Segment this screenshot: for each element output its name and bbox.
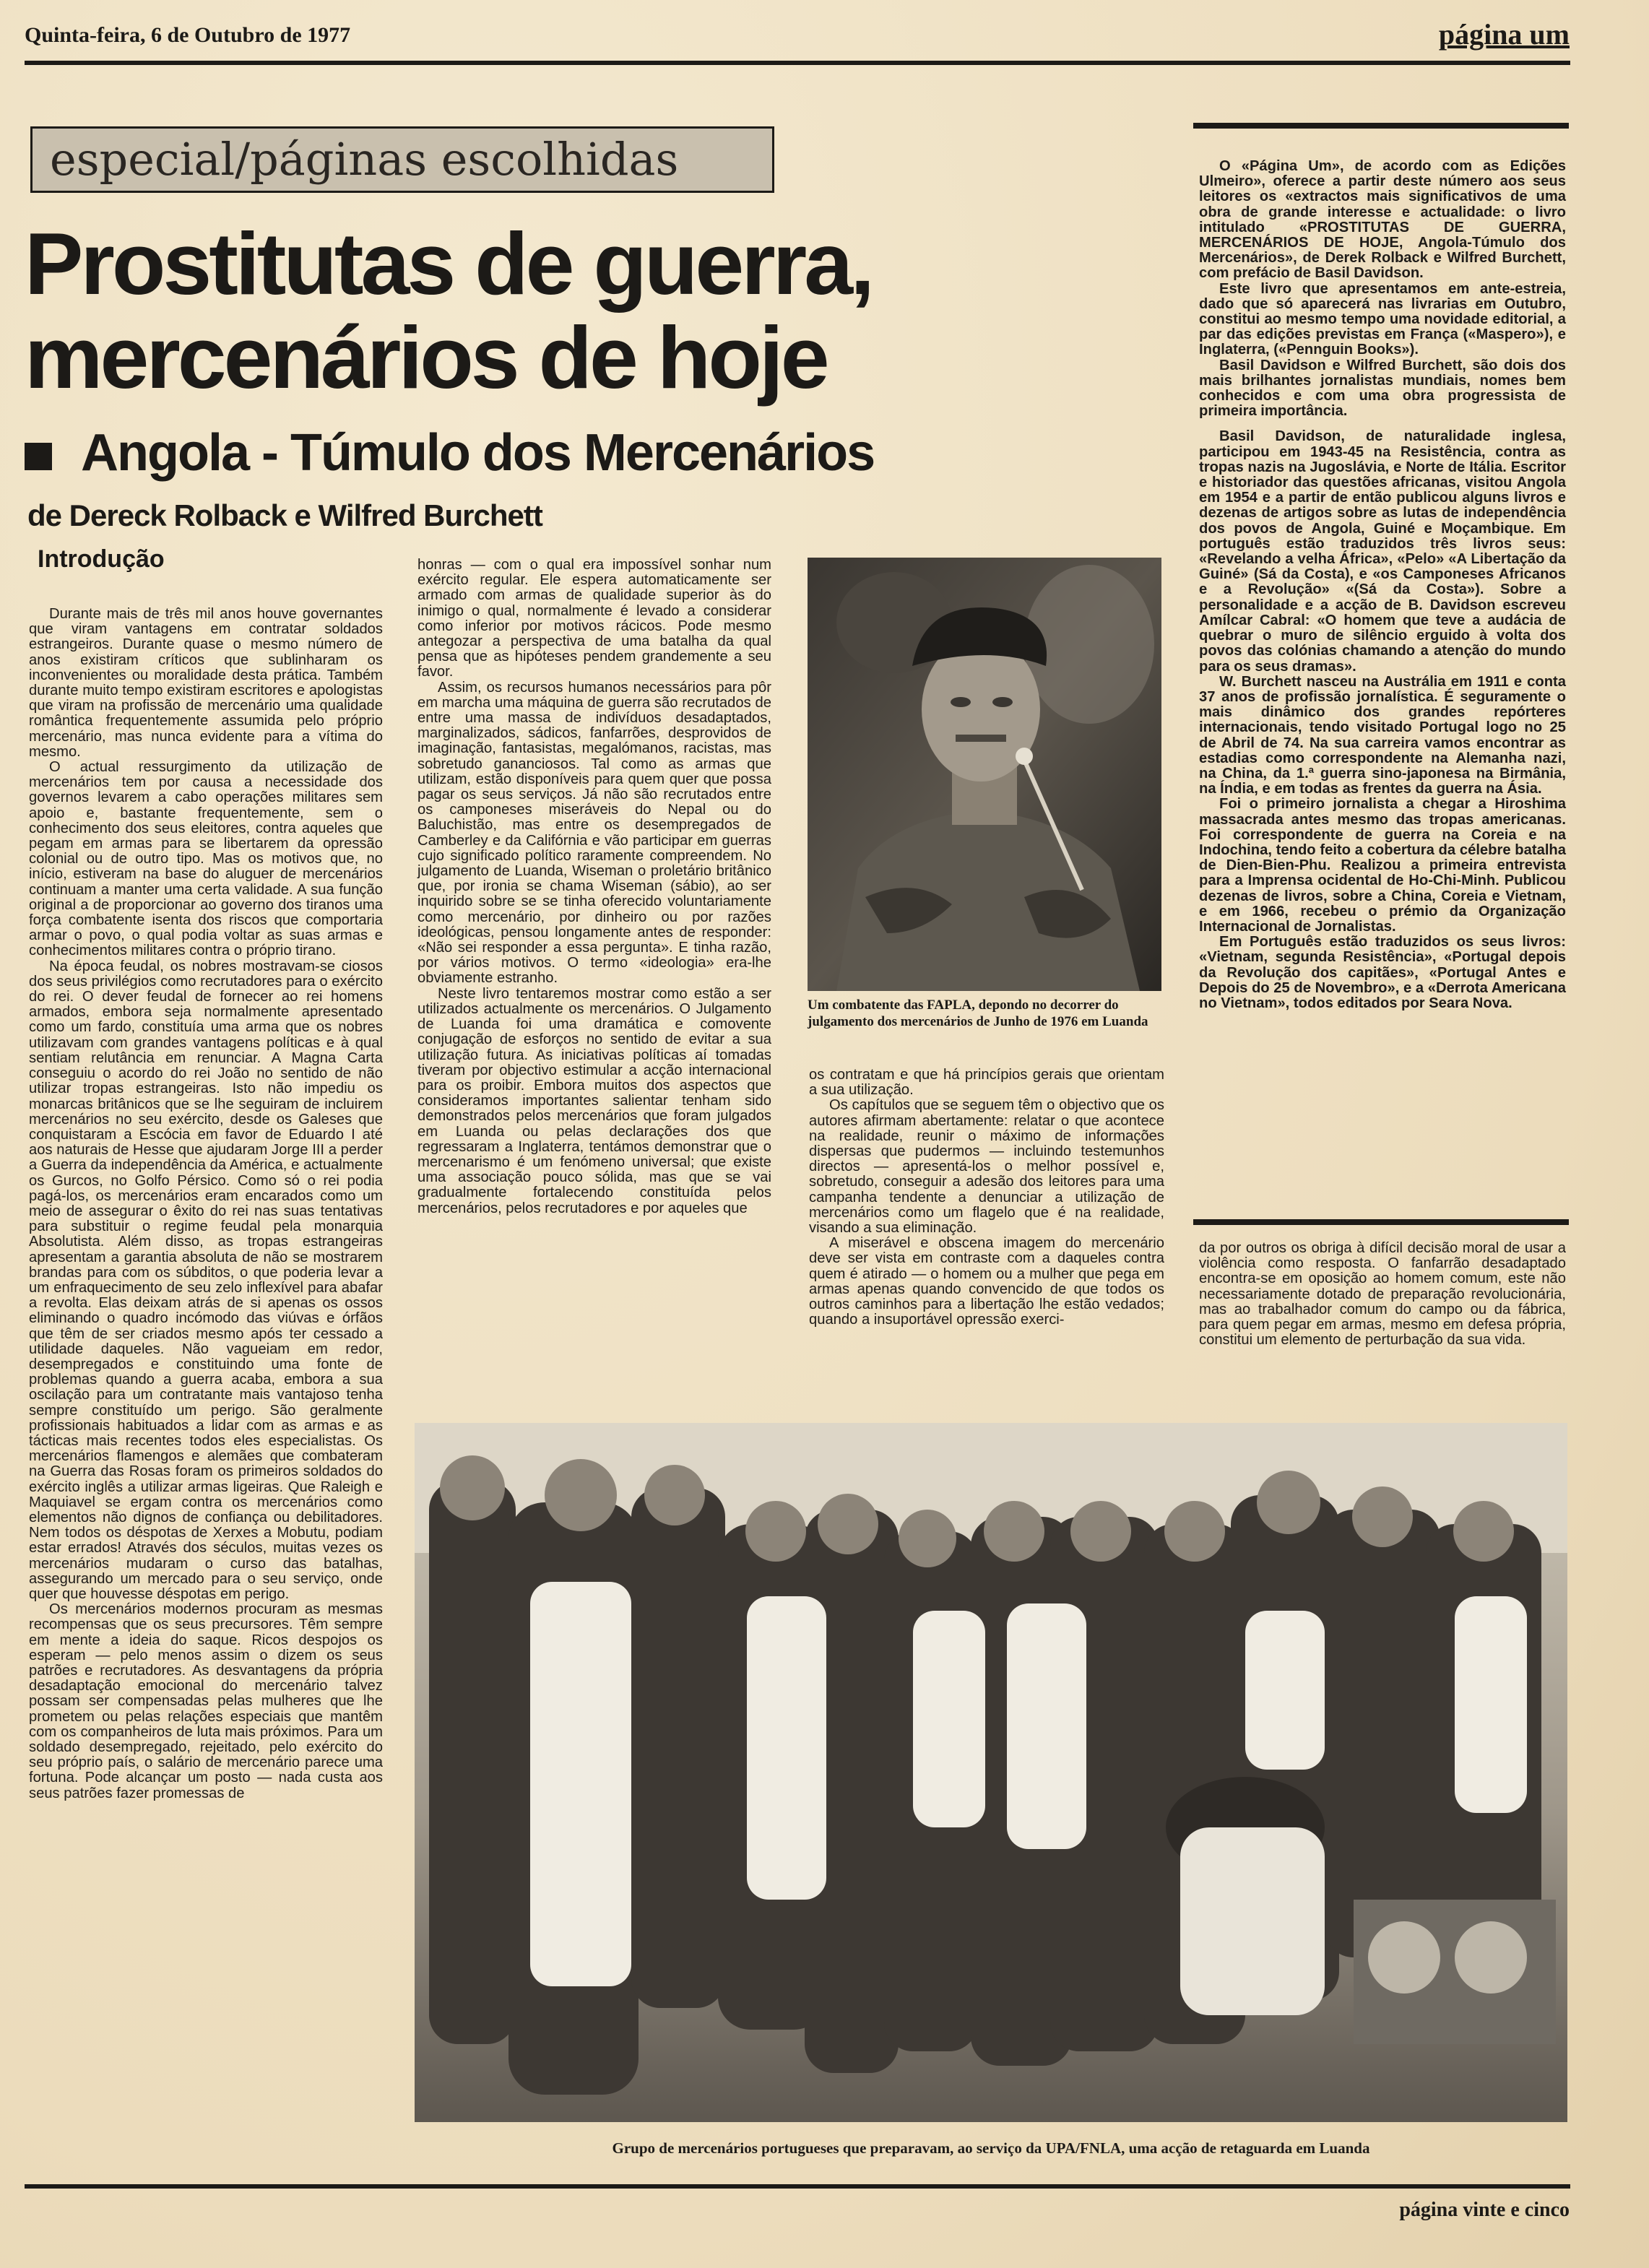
paragraph: Basil Davidson e Wilfred Burchett, são dois dos mais brilhantes jornalistas mundiais, nomes bem conhecidos e com uma obra progressista de primeira importância. — [1199, 357, 1566, 420]
photo-caption-soldier: Um combatente das FAPLA, depondo no decorrer do julgamento dos mercenários de Junho de 1976 em Luanda — [808, 997, 1148, 1029]
paragraph: Foi o primeiro jornalista a chegar a Hiroshima massacrada antes mesmo das tropas americanas. Foi correspondente de guerra na Coreia e na Indochina, tendo feito a cobertura da célebre batalha de Dien-Bien-Phu. Realizou a primeira entrevista para a Imprensa ocidental de Ho-Chi-Minh. Publicou dezenas de livros, sobre a China, Coreia e Vietnam, e em 1966, recebeu o prémio da Organização Internacional de Jornalistas. — [1199, 796, 1566, 935]
paragraph: os contratam e que há princípios gerais que orientam a sua utilização. — [809, 1067, 1164, 1099]
paragraph: honras — com o qual era impossível sonhar num exército regular. Ele espera automaticamente ser armado com armas de qualidade superior às do inimigo o qual, normalmente é levado a considerar como inferior por motivos rácicos. Pode mesmo antegozar a perspectiva de uma batalha da qual pensa que as hipóteses pendem grandemente a seu favor. — [417, 557, 771, 680]
page-footer: página vinte e cinco — [1399, 2199, 1570, 2221]
issue-date: Quinta-feira, 6 de Outubro de 1977 — [25, 23, 351, 47]
article-column-2 — [417, 558, 771, 1216]
bottom-rule — [25, 2184, 1570, 2189]
headline-line-2: mercenários de hoje — [25, 308, 827, 407]
article-column-1 — [29, 607, 383, 1801]
paragraph: Assim, os recursos humanos necessários para pôr em marcha uma máquina de guerra são recrutados de entre uma massa de indivíduos desadaptados, marginalizados, sádicos, fanfarrões, desprovidos de imaginação, fantasistas, megalómanos, racistas, mas sobretudo gananciosos. Tal como as armas que utilizam, estão disponíveis para quem quer que possa pagar os seus serviços. Já não são recrutados entre os camponeses miseráveis do Nepal ou do Baluchistão, mas entre os desempregados de Camberley e da Califórnia e vão participar em guerras cujo significado político raramente compreendem. No julgamento de Luanda, Wiseman o proletário britânico que, por ironia se chama Wiseman (sábio), ao ser inquirido sobre se se tinha oferecido voluntariamente como mercenário, por dinheiro ou por razões ideológicas, pensou longamente antes de responder: «Não sei responder a essa pergunta». E tinha razão, por vários motivos. O termo «ideologia» era-lhe obviamente estranho. — [417, 679, 771, 987]
intro-heading: Introdução — [38, 545, 165, 573]
subheadline-text: Angola - Túmulo dos Mercenários — [81, 424, 875, 482]
square-bullet-icon — [25, 443, 52, 470]
paragraph: O «Página Um», de acordo com as Edições Ulmeiro», oferece a partir deste número aos seus leitores os «extractos mais significativos de uma obra de grande interesse e actualidade: o livro intitulado «PROSTITUTAS DE GUERRA, MERCENÁRIOS DE HOJE, Angola-Túmulo dos Mercenários», de Derek Rolback e Wilfred Burchett, com prefácio de Basil Davidson. — [1199, 158, 1566, 282]
headline-line-1: Prostitutas de guerra, — [25, 215, 872, 313]
paragraph: Neste livro tentaremos mostrar como estão a ser utilizados actualmente os mercenários. O Julgamento de Luanda foi uma dramática e comovente conjugação de esforços no sentido de evitar a sua utilização futura. As iniciativas políticas aí tomadas tiveram por objectivo estimular a acção internacional para os proibir. Embora muitos dos aspectos que consideramos importantes salientar tenham sido demonstrados pelos mercenários que foram julgados em Luanda ou pelas declarações dos que regressaram a Inglaterra, tentámos demonstrar que o mercenarismo é um fenómeno universal; que existe uma associação pouco sólida, mas que se vai gradualmente fortalecendo constituída pelos mercenários, pelos recrutadores e por aqueles que — [417, 985, 771, 1216]
photo-caption-group: Grupo de mercenários portugueses que preparavam, ao serviço da UPA/FNLA, uma acção de retaguarda em Luanda — [612, 2139, 1370, 2157]
sidebar-column — [1199, 159, 1566, 1011]
paragraph: Este livro que apresentamos em ante-estreia, dado que só aparecerá nas livrarias em Outubro, constitui ao mesmo tempo uma novidade editorial, a par das edições previstas em França («Maspero»), e Inglaterra, («Pennguin Books»). — [1199, 280, 1566, 358]
soldier-photo — [808, 558, 1161, 991]
paragraph: Na época feudal, os nobres mostravam-se ciosos dos seus privilégios como recrutadores para o exército do rei. O dever feudal de fornecer ao rei homens armados, embora seja normalmente apresentado como um fardo, constituía uma arma que os nobres utilizavam com grandes vantagens políticas e à qual sentiam relutância em renunciar. A Magna Carta conseguiu o acordo do rei João no sentido de não utilizar tropas estrangeiras. Isto não impediu os monarcas britânicos que se lhe seguiram de incluirem mercenários no seu exército, desde os Galeses que conquistaram a Escócia em favor de Eduardo I até aos naturais de Hesse que ajudaram Jorge III a perder a Guerra da independência da América, e actualmente os Gurcos, no Golfo Pérsico. Como só o rei podia pagá-los, os mercenários eram encarados como um meio de assegurar o êxito do rei nas suas tentativas para substituir o regime feudal pela monarquia Absolutista. Além disso, as tropas estrangeiras apresentam a garantia absoluta de não se mostrarem brandas para com os súbditos, o que poderia levar a um enfraquecimento de seu zelo inflexível para abafar a revolta. Elas deixam atrás de si apenas os ossos eliminando o quadro incómodo das viúvas e órfãos que têm de ser criados mesmo após ter cessado a utilidade daqueles. Não vagueiam em redor, desempregados e constituindo uma fonte de problemas quando a guerra acaba, embora a sua oscilação para um contratante mais vantajoso tenha sempre constituído um perigo. São geralmente profissionais habituados a lidar com as armas e as tácticas mais recentes todos eles especialistas. Os mercenários flamengos e alemães que combateram na Guerra das Rosas foram os primeiros soldados do exército inglês a utilizar armas ligeiras. Que Raleigh e Maquiavel se ergam contra os mercenários como elementos não dignos de confiança ou debilitadores. Nem todos os déspotas de Xerxes a Mobutu, podiam estar errados! Através dos séculos, muitas vezes os mercenários mudaram o curso das batalhas, assegurando um mercado para o seu serviço, onde quer que houvesse déspotas em perigo. — [29, 958, 383, 1602]
paragraph: A miserável e obscena imagem do mercenário deve ser vista em contraste com a daqueles contra quem é atirado — o homem ou a mulher que pega em armas apenas quando convencido de que todos os outros caminhos para a libertação lhe estão vedados; quando a insuportável opressão exerci- — [809, 1235, 1164, 1328]
article-column-5 — [1199, 1241, 1566, 1348]
sidebar-bottom-rule — [1193, 1219, 1569, 1225]
paragraph: da por outros os obriga à difícil decisão moral de usar a violência como resposta. O fanfarrão desadaptado encontra-se em oposição ao homem comum, este não necessariamente dotado de preparação revolucionária, mas ao trabalhador comum do campo ou da fábrica, para quem pegar em armas, mesmo em defesa própria, constitui um elemento de perturbação da sua vida. — [1199, 1240, 1566, 1349]
paragraph: Em Português estão traduzidos os seus livros: «Vietnam, segunda Resistência», «Portugal depois da Revolução dos capitães», «Portugal Antes e Depois do 25 de Novembro», e a «Derrota Americana no Vietnam», todos editados por Seara Nova. — [1199, 934, 1566, 1011]
page-label: página um — [1438, 18, 1570, 51]
subheadline — [25, 423, 874, 482]
sidebar-top-rule — [1193, 123, 1569, 129]
byline: de Dereck Rolback e Wilfred Burchett — [27, 498, 542, 532]
paragraph: O actual ressurgimento da utilização de mercenários tem por causa a necessidade dos governos levarem a cabo operações militares sem apoio e, bastante frequentemente, sem o conhecimento dos seus eleitores, contra aqueles que pegam em armas para se libertarem da opressão colonial ou de outro tipo. Mas os motivos que, no início, estiveram na base do aluguer de mercenários continuam a manter uma certa validade. A sua função original a de proporcionar ao governo dos tiranos uma força combatente isenta dos riscos que comportaria armar o povo, o qual podia voltar as suas armas e conhecimentos militares contra o próprio tirano. — [29, 759, 383, 959]
paragraph: Durante mais de três mil anos houve governantes que viram vantagens em contratar soldados estrangeiros. Durante quase o mesmo número de anos existiram críticos que sublinharam os inconvenientes ou moralidade desta prática. Também durante muito tempo existiram escritores e apologistas que viram na profissão de mercenário uma qualidade romântica frequentemente assumida pelo próprio mercenário, mas nunca evidente para a vítima do mesmo. — [29, 606, 383, 760]
paragraph: W. Burchett nasceu na Austrália em 1911 e conta 37 anos de profissão jornalística. É seguramente o mais dinâmico dos grandes repórteres internacionais, tendo visitado Portugal logo no 25 de Abril de 74. Na sua carreira vamos encontrar as estadias como correspondente na Alemanha nazi, na China, da 1.ª guerra sino-japonesa na Birmânia, na Índia, e em todas as frentes da guerra na Ásia. — [1199, 673, 1566, 797]
mercenaries-group-photo — [415, 1423, 1567, 2122]
paragraph: Basil Davidson, de naturalidade inglesa, participou em 1943-45 na Resistência, contra as tropas nazis na Jugoslávia, e Norte de Itália. Escritor e historiador das questões africanas, visitou Angola em 1954 e a partir de então publicou alguns livros e dezenas de artigos sobre as lutas de independência dos povos de Angola, Guiné e Moçambique. Em português estão traduzidos três livros seus: «Revelando a velha África», «Pelo» «A Libertação da Guiné» (Sá da Costa), e «os Camponeses Africanos e a Revolução» «(Sá da Costa»). Sobre a personalidade e a acção de B. Davidson escreveu Amílcar Cabral: «O homem que teve a audácia de quebrar o muro de silêncio erguido à volta dos povos das colónias chamando a atenção do mundo para os seus dramas». — [1199, 428, 1566, 675]
paragraph: Os mercenários modernos procuram as mesmas recompensas que os seus precursores. Têm sempre em mente a ideia do saque. Ricos despojos os esperam — pelo menos assim o dizem os seus patrões e recrutadores. As desvantagens da própria desadaptação emocional do mercenário talvez possam ser compensadas pelas mulheres que lhe prometem ou pelas relações especiais que mantêm com os companheiros de luta mais próximos. Para um soldado desempregado, rejeitado, pelo exército do seu próprio país, o salário de mercenário parece uma fortuna. Pode alcançar um posto — nada custa aos seus patrões fazer promessas de — [29, 1601, 383, 1801]
paragraph: Os capítulos que se seguem têm o objectivo que os autores afirmam abertamente: relatar o que acontece na realidade, reunir o máximo de informações dispersas que pudermos — incluindo testemunhos directos — apresentá-los o melhor possível e, sobretudo, conseguir a adesão dos leitores para uma campanha tendente a denunciar a utilização de mercenários como um flagelo que é na realidade, visando a sua eliminação. — [809, 1097, 1164, 1237]
top-rule — [25, 61, 1570, 65]
article-column-3 — [809, 1068, 1164, 1328]
section-label: especial/páginas escolhidas — [30, 126, 774, 193]
headline — [25, 215, 992, 407]
